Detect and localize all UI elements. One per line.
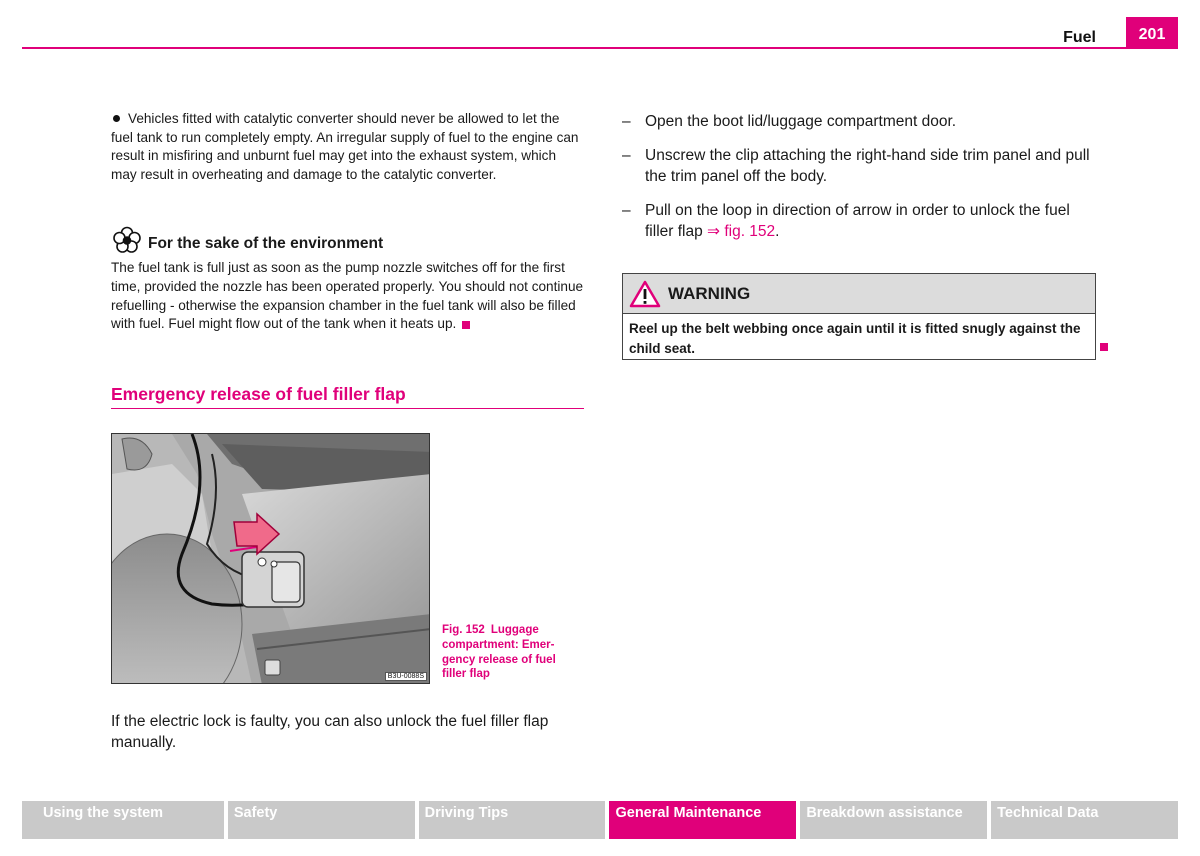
instruction-step — [622, 145, 1097, 187]
nav-tab-using-the-system[interactable]: Using the system — [22, 801, 224, 839]
warning-box — [622, 273, 1096, 360]
bullet-icon — [113, 115, 120, 122]
manual-release-text: If the electric lock is faulty, you can also unlock the fuel filler flap manually. — [111, 713, 549, 751]
environment-heading — [111, 226, 584, 254]
end-marker-icon — [462, 321, 470, 329]
warning-text: Reel up the belt webbing once again until it is fitted snugly against the child seat. — [629, 321, 1081, 356]
figure-reference-link[interactable]: ⇒ fig. 152 — [707, 223, 776, 240]
flower-icon — [111, 226, 143, 254]
figure-caption-text: Luggage compartment: Emer-gency release of fuel filler flap — [442, 624, 556, 681]
warning-triangle-icon — [629, 280, 661, 308]
step-dash: – — [622, 113, 631, 130]
environment-title: For the sake of the environment — [148, 235, 384, 252]
figure-caption — [442, 623, 582, 682]
figure-label: Fig. 152 — [442, 624, 485, 636]
header-rule — [22, 47, 1178, 49]
nav-tab-technical-data[interactable]: Technical Data — [991, 801, 1178, 839]
bullet-text: Vehicles fitted with catalytic converter should never be allowed to let the fuel tank to run completely empty. An irregular supply of fuel to the engine can result in misfiring and unburnt fuel may get into the exhaust system, which may result in overheating and damage to the catalytic converter. — [111, 111, 579, 182]
figure-code: B3U-0088S — [385, 672, 427, 681]
catalytic-converter-note — [111, 110, 584, 184]
step-text: Open the boot lid/luggage compartment door. — [645, 113, 957, 130]
step-dash: – — [622, 202, 631, 219]
step-text: Unscrew the clip attaching the right-hand side trim panel and pull the trim panel off the body. — [645, 147, 1090, 185]
step-text: Pull on the loop in direction of arrow in order to unlock the fuel filler flap — [645, 202, 1070, 240]
instruction-step — [622, 111, 1097, 132]
end-marker-icon — [1100, 343, 1108, 351]
instruction-steps — [622, 111, 1097, 255]
step-dash: – — [622, 147, 631, 164]
environment-text: The fuel tank is full just as soon as the pump nozzle switches off for the first time, provided the nozzle has been operated properly. You should not continue refuelling - otherwise the expansion chamber in the fuel tank will also be filled with fuel. Fuel might flow out of the tank when it heats up. — [111, 260, 584, 332]
step-suffix: . — [775, 223, 780, 240]
chapter-title: Fuel — [1063, 29, 1096, 46]
luggage-compartment-illustration — [112, 434, 430, 684]
nav-tab-breakdown-assistance[interactable]: Breakdown assistance — [800, 801, 987, 839]
warning-header — [623, 274, 1095, 314]
figure-152-image — [111, 433, 430, 684]
nav-tab-general-maintenance[interactable]: General Maintenance — [609, 801, 796, 839]
warning-title: WARNING — [668, 283, 751, 303]
instruction-step — [622, 200, 1097, 242]
section-title: Emergency release of fuel filler flap — [111, 384, 584, 409]
chapter-navigation — [22, 801, 1178, 839]
step-text-block — [645, 200, 1097, 242]
page-number: 201 — [1126, 17, 1178, 49]
nav-tab-driving-tips[interactable]: Driving Tips — [419, 801, 606, 839]
environment-text-block — [111, 259, 584, 334]
nav-tab-safety[interactable]: Safety — [228, 801, 415, 839]
